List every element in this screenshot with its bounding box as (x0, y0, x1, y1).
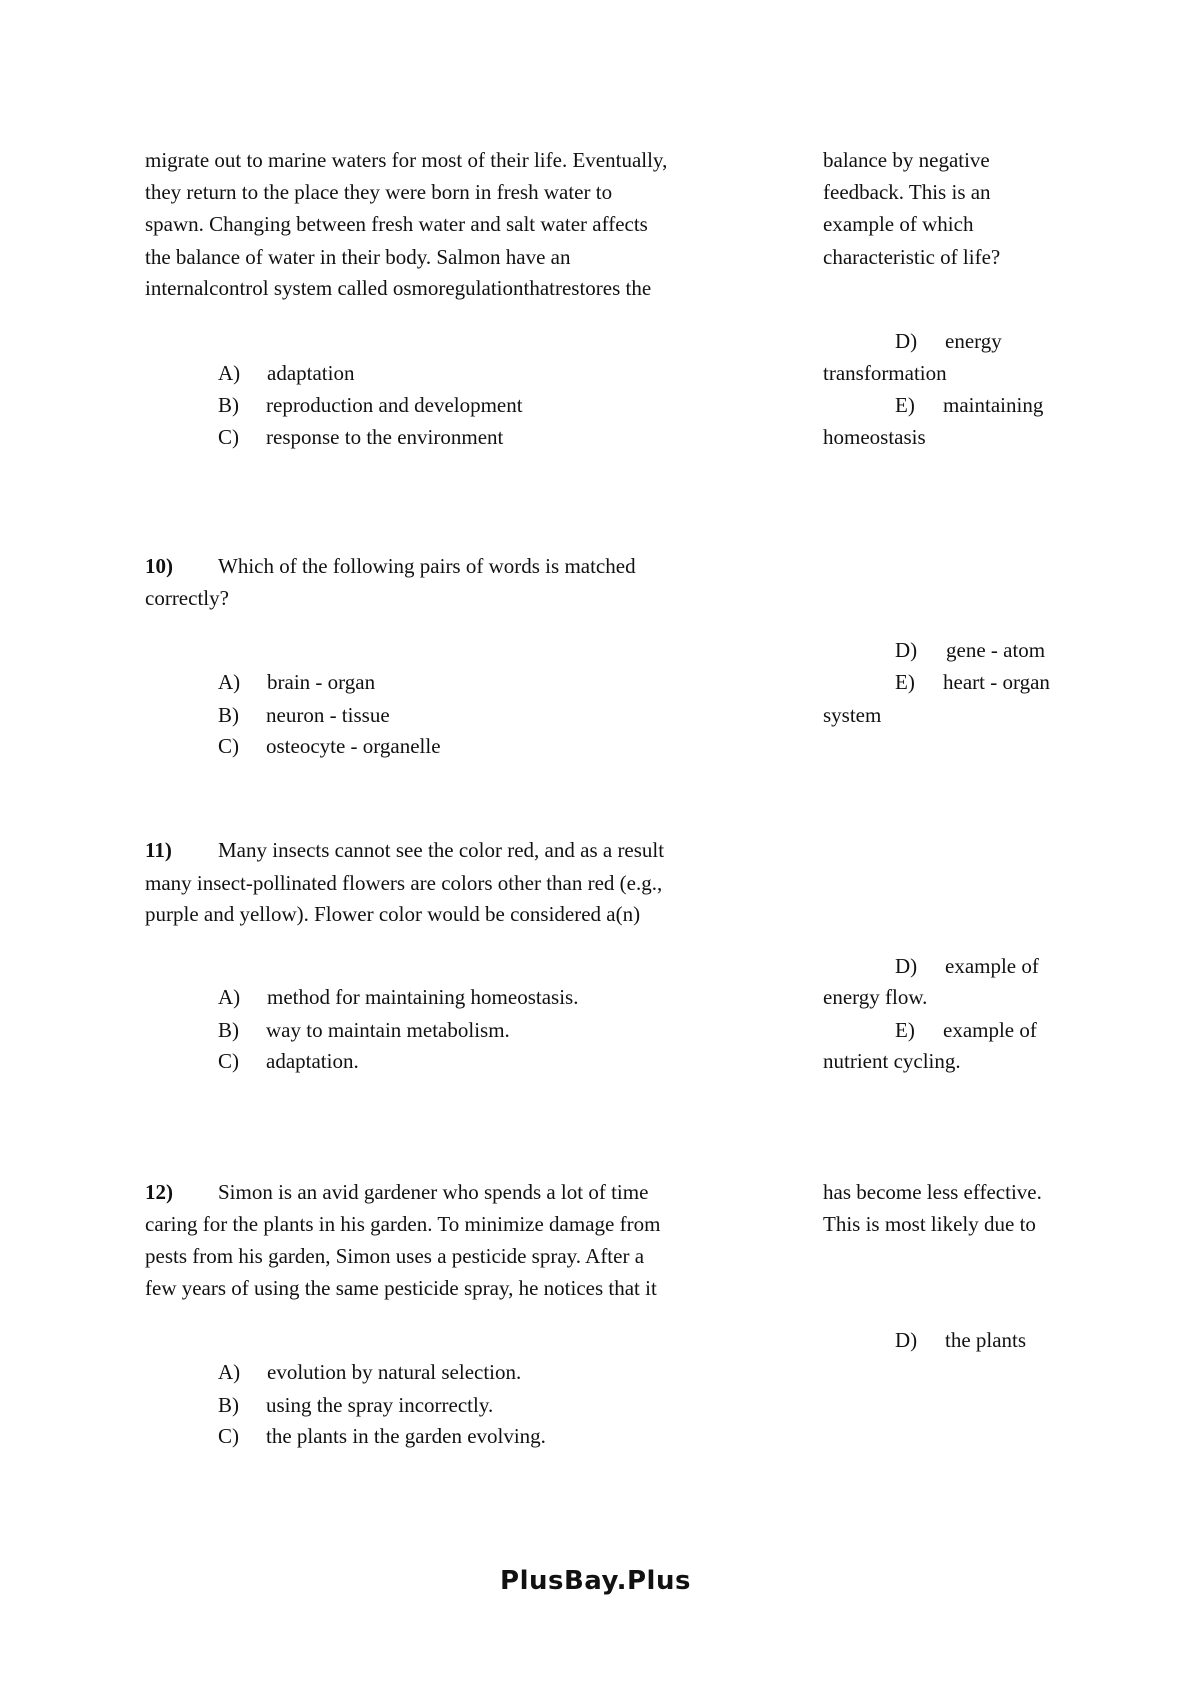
option-label-e: E) (895, 1018, 915, 1042)
option-c-text: response to the environment (266, 425, 504, 449)
option-label-d: D) (895, 329, 918, 353)
q9-stem-line: migrate out to marine waters for most of their life. Eventually, (145, 148, 668, 172)
option-label-a: A) (218, 985, 241, 1009)
option-label-d: D) (895, 954, 918, 978)
option-label-c: C) (218, 1049, 239, 1073)
option-d-text: the plants (945, 1328, 1027, 1352)
option-label-e: E) (895, 670, 915, 694)
q12-stem-line: caring for the plants in his garden. To minimize damage from (145, 1212, 661, 1236)
q9-stem-right-line: balance by negative (823, 148, 990, 172)
q12-stem-right-line: has become less effective. (823, 1180, 1042, 1204)
option-label-b: B) (218, 703, 239, 727)
option-d-text-cont: energy flow. (823, 985, 928, 1009)
q10-stem-line: correctly? (145, 586, 229, 610)
option-d-text-cont: transformation (823, 361, 947, 385)
option-a-text: method for maintaining homeostasis. (267, 985, 579, 1009)
option-d-text: energy (945, 329, 1002, 353)
option-e-text-cont: nutrient cycling. (823, 1049, 961, 1073)
option-e-text-cont: system (823, 703, 882, 727)
q12-stem-right-line: This is most likely due to (823, 1212, 1036, 1236)
option-c-text: adaptation. (266, 1049, 359, 1073)
option-b-text: neuron - tissue (266, 703, 390, 727)
option-label-a: A) (218, 361, 241, 385)
option-d-text: gene - atom (946, 638, 1046, 662)
option-e-text: example of (943, 1018, 1037, 1042)
q11-stem-line: many insect-pollinated flowers are colors other than red (e.g., (145, 871, 663, 895)
option-label-a: A) (218, 670, 241, 694)
q10-stem-line: Which of the following pairs of words is matched (218, 554, 636, 578)
option-a-text: brain - organ (267, 670, 376, 694)
option-label-b: B) (218, 1393, 239, 1417)
option-b-text: reproduction and development (266, 393, 523, 417)
option-b-text: way to maintain metabolism. (266, 1018, 510, 1042)
option-label-c: C) (218, 425, 239, 449)
option-label-a: A) (218, 1360, 241, 1384)
option-c-text: osteocyte - organelle (266, 734, 441, 758)
q9-stem-line: internalcontrol system called osmoregulationthatrestores the (145, 276, 652, 300)
q9-stem-right-line: example of which (823, 212, 974, 236)
q11-stem-line: purple and yellow). Flower color would be considered a(n) (145, 902, 641, 926)
question-number: 11) (145, 838, 172, 862)
option-b-text: using the spray incorrectly. (266, 1393, 494, 1417)
footer-watermark: PlusBay.Plus (500, 1566, 691, 1596)
option-label-b: B) (218, 393, 239, 417)
option-label-c: C) (218, 734, 239, 758)
question-number: 10) (145, 554, 173, 578)
option-c-text: the plants in the garden evolving. (266, 1424, 546, 1448)
option-label-c: C) (218, 1424, 239, 1448)
q12-stem-line: pests from his garden, Simon uses a pesticide spray. After a (145, 1244, 645, 1268)
q11-stem-line: Many insects cannot see the color red, and as a result (218, 838, 665, 862)
q9-stem-line: the balance of water in their body. Salmon have an (145, 245, 571, 269)
option-d-text: example of (945, 954, 1039, 978)
question-number: 12) (145, 1180, 173, 1204)
q12-stem-line: Simon is an avid gardener who spends a lot of time (218, 1180, 649, 1204)
q9-stem-right-line: feedback. This is an (823, 180, 991, 204)
option-e-text: maintaining (943, 393, 1044, 417)
option-label-d: D) (895, 638, 918, 662)
option-a-text: evolution by natural selection. (267, 1360, 522, 1384)
option-label-b: B) (218, 1018, 239, 1042)
option-label-d: D) (895, 1328, 918, 1352)
q9-stem-line: spawn. Changing between fresh water and salt water affects (145, 212, 648, 236)
option-e-text-cont: homeostasis (823, 425, 926, 449)
q9-stem-line: they return to the place they were born in fresh water to (145, 180, 613, 204)
option-a-text: adaptation (267, 361, 355, 385)
q9-stem-right-line: characteristic of life? (823, 245, 1001, 269)
q12-stem-line: few years of using the same pesticide spray, he notices that it (145, 1276, 657, 1300)
option-e-text: heart - organ (943, 670, 1050, 694)
option-label-e: E) (895, 393, 915, 417)
